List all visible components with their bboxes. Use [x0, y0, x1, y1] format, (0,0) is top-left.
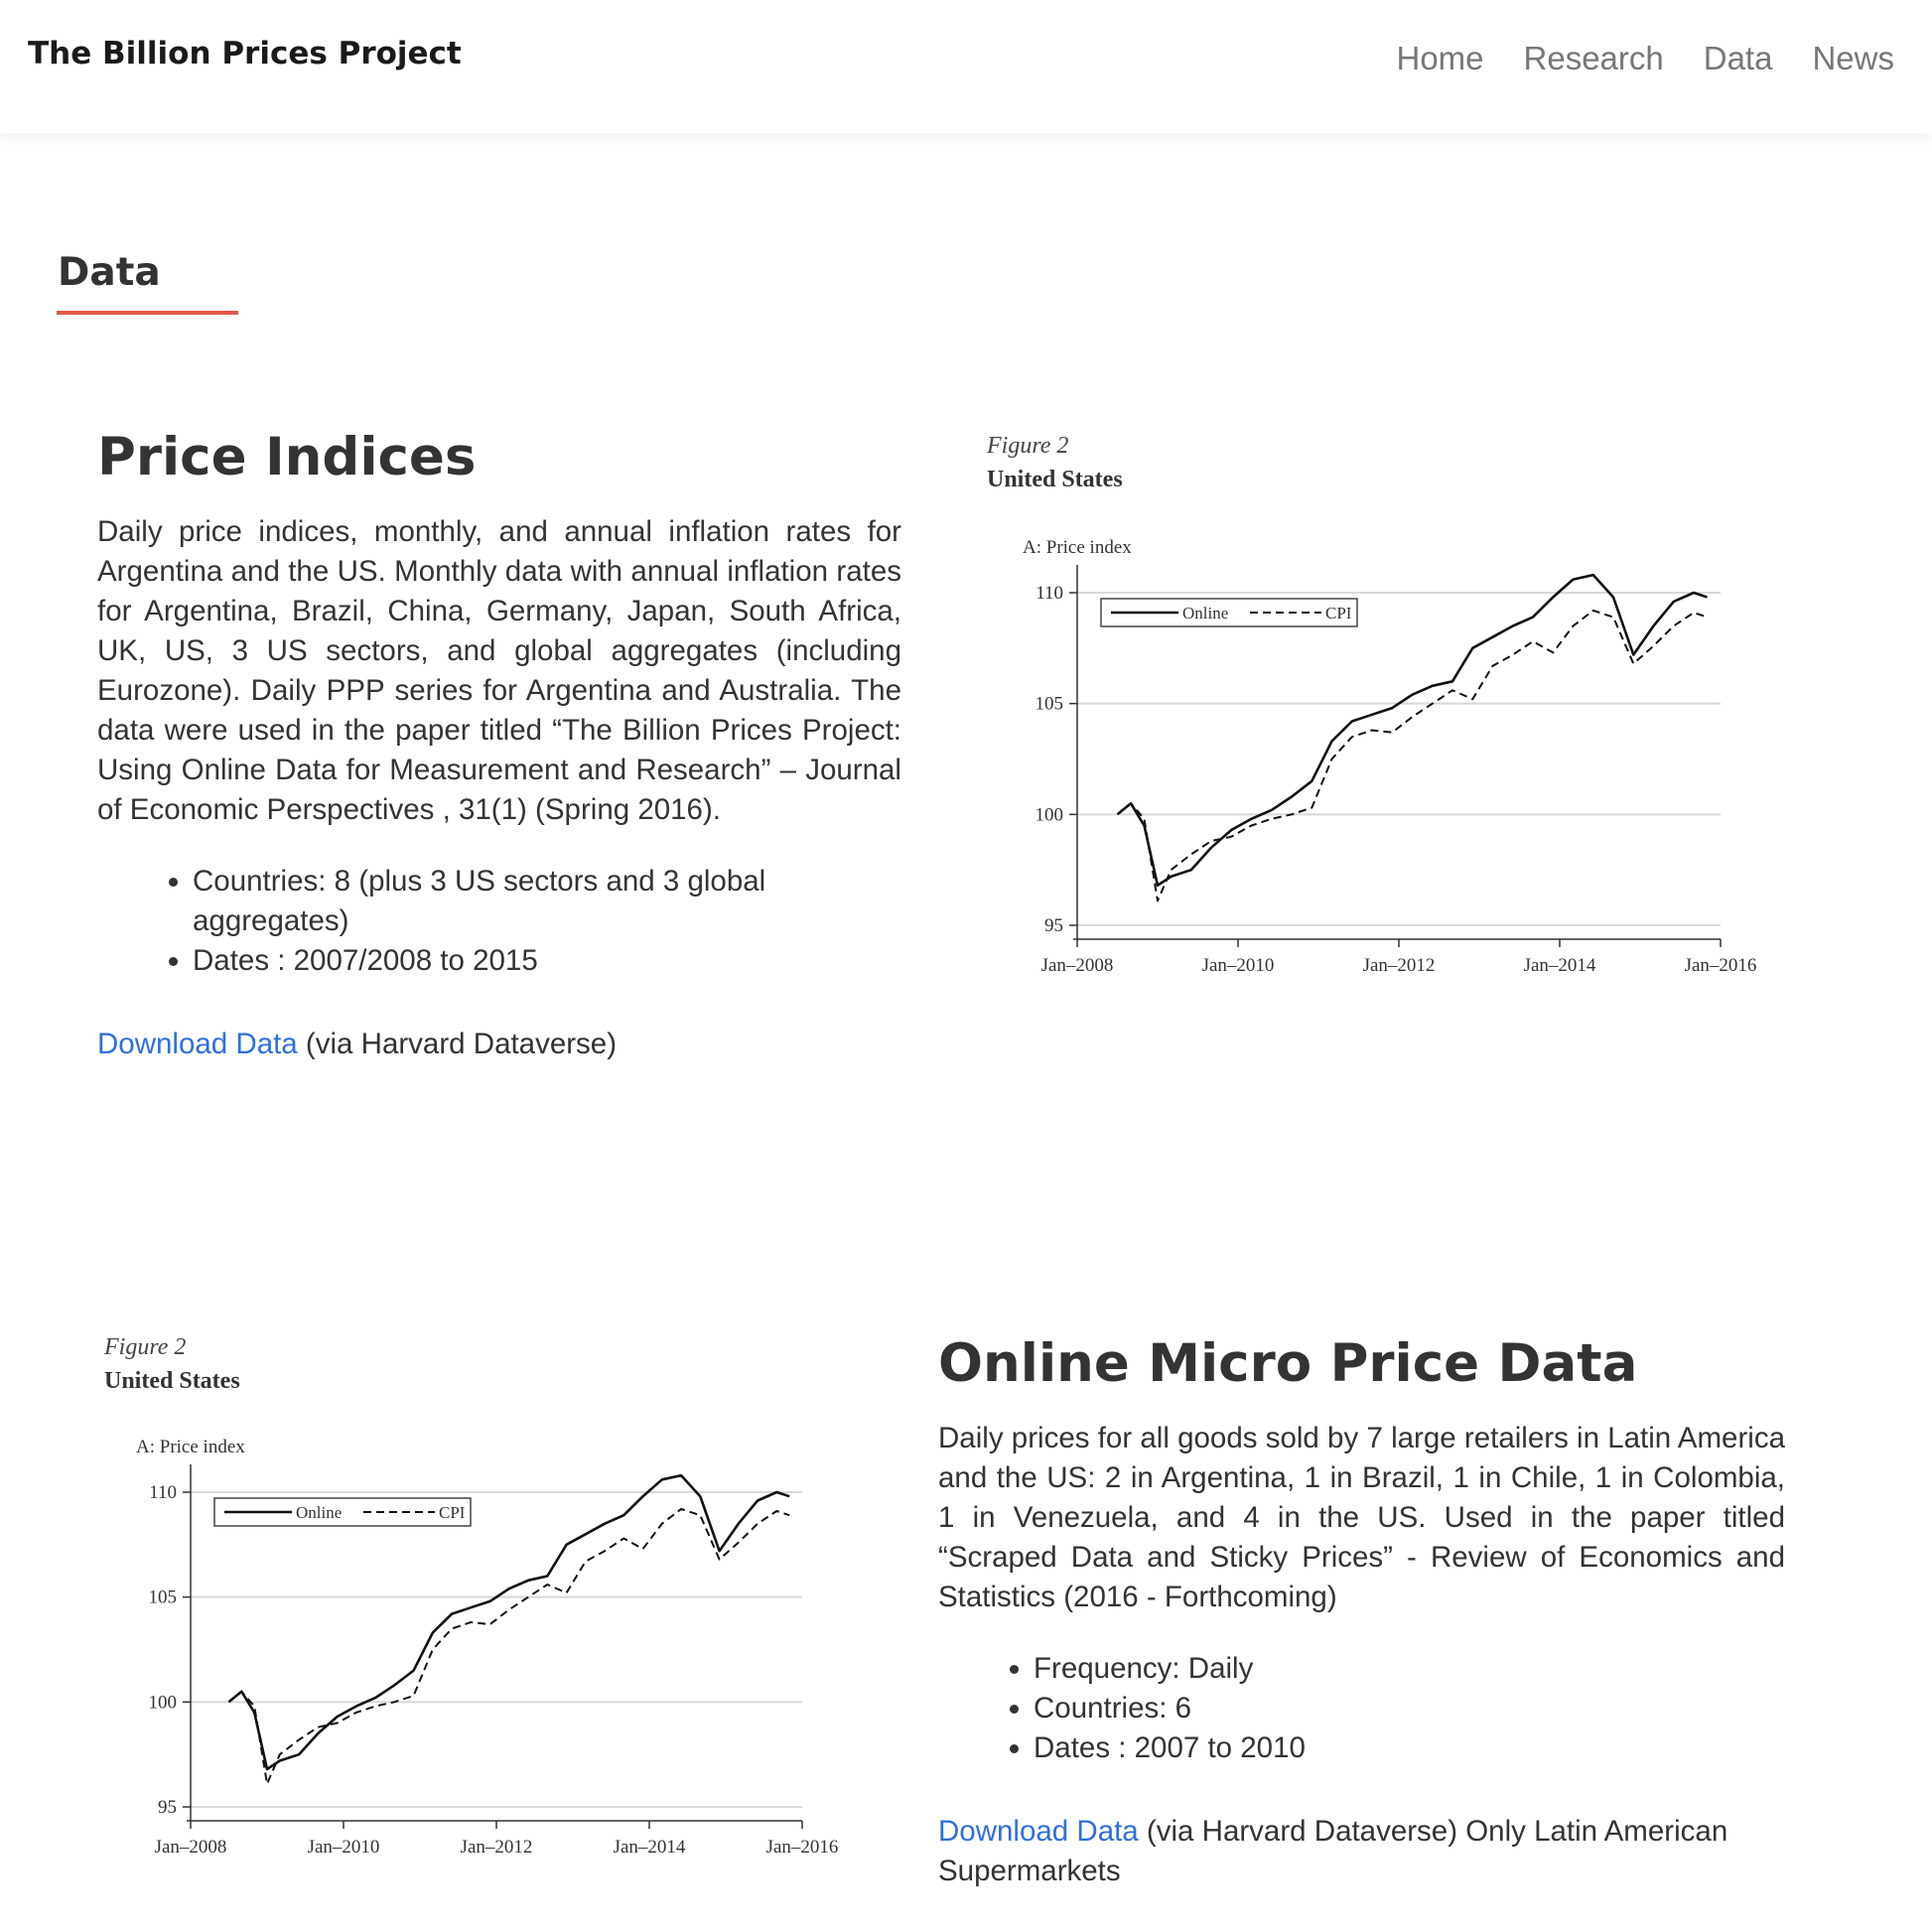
price-index-chart-2 [99, 1335, 854, 1862]
micro-data-download [938, 1812, 1785, 1891]
price-indices-download [97, 1025, 901, 1064]
chart-title: United States [987, 467, 1123, 492]
list-item: • Dates : 2007/2008 to 2015 [193, 941, 808, 981]
list-item: • Countries: 6 [1034, 1689, 1785, 1728]
micro-data-block [938, 1335, 1785, 1891]
section-title: Data [58, 250, 161, 295]
x-tick-label: Jan–2014 [613, 1837, 686, 1858]
price-index-figure-2 [99, 1335, 854, 1862]
top-navbar [0, 0, 1932, 133]
series-line-cpi [1118, 611, 1708, 901]
nav-news-link[interactable]: News [1812, 40, 1894, 76]
x-tick-label: Jan–2008 [154, 1837, 227, 1858]
price-indices-bullets [97, 862, 808, 981]
chart-title: United States [104, 1368, 240, 1394]
series-line-cpi [229, 1509, 790, 1784]
legend-label: CPI [439, 1503, 466, 1522]
x-tick-label: Jan–2016 [1684, 955, 1757, 976]
figure-label: Figure 2 [104, 1335, 187, 1360]
legend-label: CPI [1325, 604, 1352, 622]
legend-label: Online [1182, 604, 1229, 622]
nav-research-link[interactable]: Research [1523, 40, 1664, 76]
x-tick-label: Jan–2012 [460, 1837, 533, 1858]
nav-links [1396, 40, 1894, 77]
chart-subtitle: A: Price index [1023, 537, 1132, 558]
list-item: • Countries: 8 (plus 3 US sectors and 3 global aggregates) [193, 862, 808, 941]
price-index-chart [983, 429, 1767, 985]
price-index-figure [983, 429, 1767, 985]
micro-data-bullets [938, 1649, 1785, 1768]
y-tick-label: 110 [149, 1482, 177, 1503]
download-data-link[interactable]: Download Data [97, 1028, 298, 1061]
download-source-note: (via Harvard Dataverse) Only Latin American Supermarkets [938, 1815, 1728, 1888]
section-title-underline [57, 311, 238, 315]
price-indices-description: Daily price indices, monthly, and annual inflation rates for Argentina and the US. Monthly data with annual inflation rates for Argentina, Brazil, China, Germany, Japan, South Africa, UK, US, 3 US sectors, and global aggregates (including Eurozone). Daily PPP series for Argentina and Australia. The data were used in the paper titled “The Billion Prices Project: Using Online Data for Measurement and Research” – Journal of Economic Perspectives , 31(1) (Spring 2016). [97, 515, 901, 827]
x-tick-label: Jan–2012 [1362, 955, 1436, 976]
micro-data-heading: Online Micro Price Data [938, 1333, 1638, 1394]
chart-subtitle: A: Price index [136, 1437, 245, 1457]
x-tick-label: Jan–2008 [1040, 955, 1114, 976]
site-brand[interactable]: The Billion Prices Project [28, 36, 462, 71]
legend-label: Online [296, 1503, 343, 1522]
list-item: • Frequency: Daily [1034, 1649, 1785, 1689]
list-item: • Dates : 2007 to 2010 [1034, 1728, 1785, 1768]
y-tick-label: 100 [1035, 804, 1063, 826]
price-indices-block [97, 429, 901, 1064]
y-tick-label: 105 [148, 1587, 177, 1608]
x-tick-label: Jan–2010 [1201, 955, 1275, 976]
x-tick-label: Jan–2014 [1523, 955, 1596, 976]
y-tick-label: 105 [1035, 693, 1063, 715]
download-data-link[interactable]: Download Data [938, 1815, 1139, 1849]
y-tick-label: 95 [158, 1797, 177, 1818]
nav-home-link[interactable]: Home [1396, 40, 1484, 76]
micro-data-description: Daily prices for all goods sold by 7 large retailers in Latin America and the US: 2 in Argentina, 1 in Brazil, 1 in Chile, 1 in Colombia, 1 in Venezuela, and 4 in the US. Used in the paper titled “Scraped Data and Sticky Prices” - Review of Economics and Statistics (2016 - Forthcoming) [938, 1422, 1785, 1614]
download-source-note: (via Harvard Dataverse) [297, 1028, 618, 1061]
nav-data-link[interactable]: Data [1703, 40, 1773, 76]
figure-label: Figure 2 [987, 433, 1069, 459]
x-tick-label: Jan–2010 [307, 1837, 380, 1858]
y-tick-label: 100 [148, 1692, 177, 1714]
y-tick-label: 95 [1044, 915, 1063, 936]
x-tick-label: Jan–2016 [765, 1837, 839, 1858]
y-tick-label: 110 [1035, 583, 1063, 604]
price-indices-heading: Price Indices [97, 427, 477, 487]
